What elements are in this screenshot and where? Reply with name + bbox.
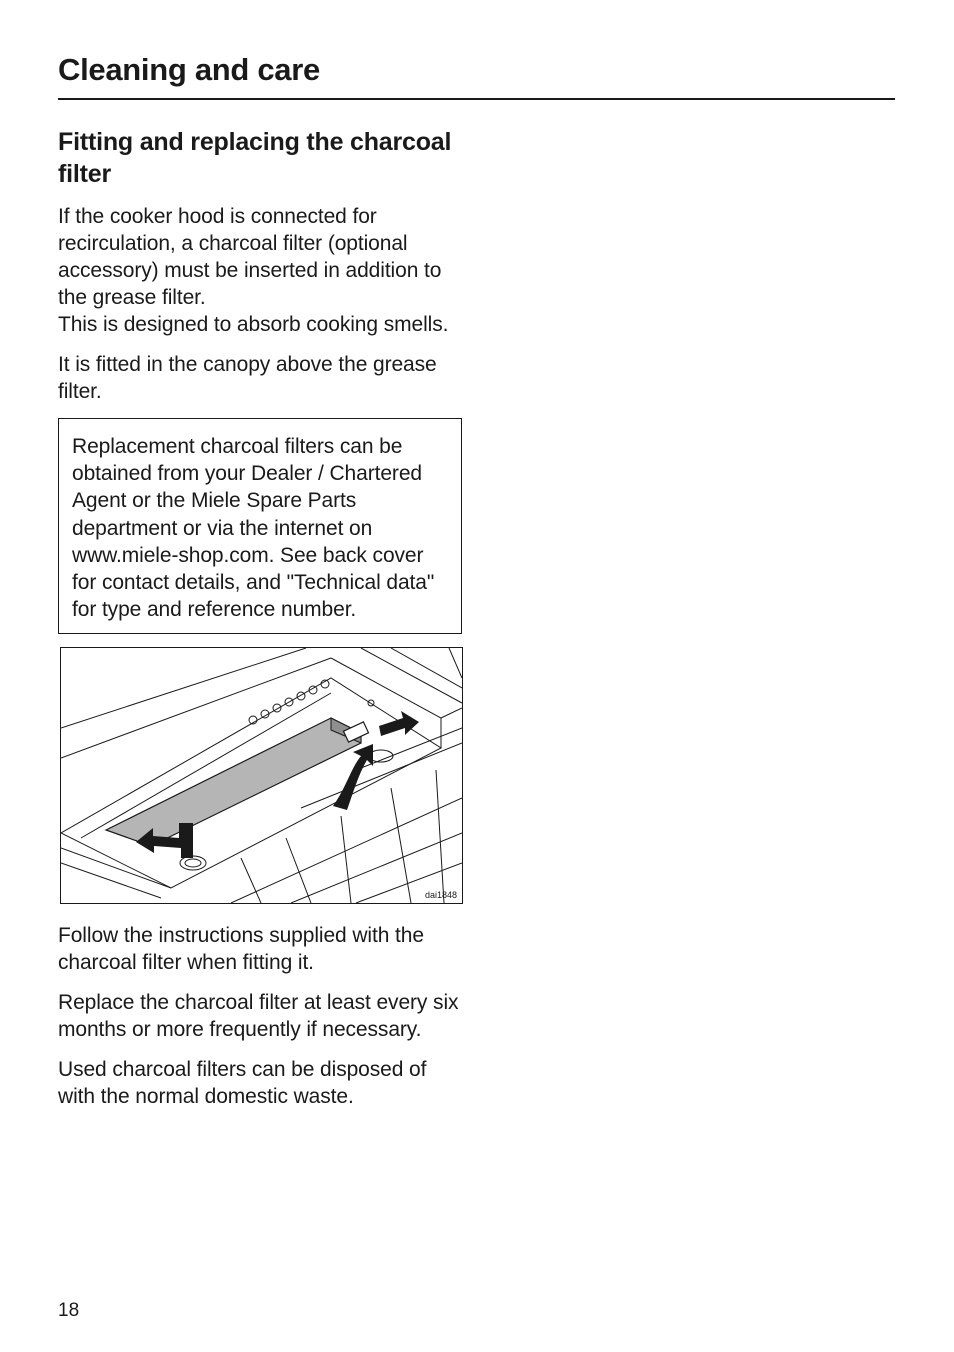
intro-paragraph — [58, 203, 468, 338]
replace-interval-paragraph: Replace the charcoal filter at least every six months or more frequently if necessary. — [58, 991, 459, 1042]
figure-code: dai1848 — [424, 890, 457, 901]
location-paragraph: It is fitted in the canopy above the grease filter. — [58, 353, 437, 403]
disposal-paragraph: Used charcoal filters can be disposed of with the normal domestic waste. — [58, 1058, 427, 1109]
note-text: Replacement charcoal filters can be obtained from your Dealer / Chartered Agent or the Miele Spare Parts department or via the internet on www.miele-shop.com. See back cover for contact details, and "Technical data" for type and reference number. — [72, 435, 435, 622]
main-column — [58, 126, 468, 1123]
header-rule — [58, 98, 895, 100]
page-number: 18 — [58, 1300, 80, 1321]
intro-text-b: This is designed to absorb cooking smells. — [58, 313, 449, 336]
section-title: Cleaning and care — [58, 52, 320, 87]
filter-drawing — [61, 648, 462, 903]
note-box — [58, 418, 462, 634]
follow-instructions-paragraph: Follow the instructions supplied with the charcoal filter when fitting it. — [58, 924, 424, 975]
page-heading: Fitting and replacing the charcoal filter — [58, 128, 452, 188]
charcoal-filter-illustration — [60, 647, 463, 904]
intro-text-a: If the cooker hood is connected for recirculation, a charcoal filter (optional accessory) must be inserted in addition to the grease filter. — [58, 205, 442, 309]
